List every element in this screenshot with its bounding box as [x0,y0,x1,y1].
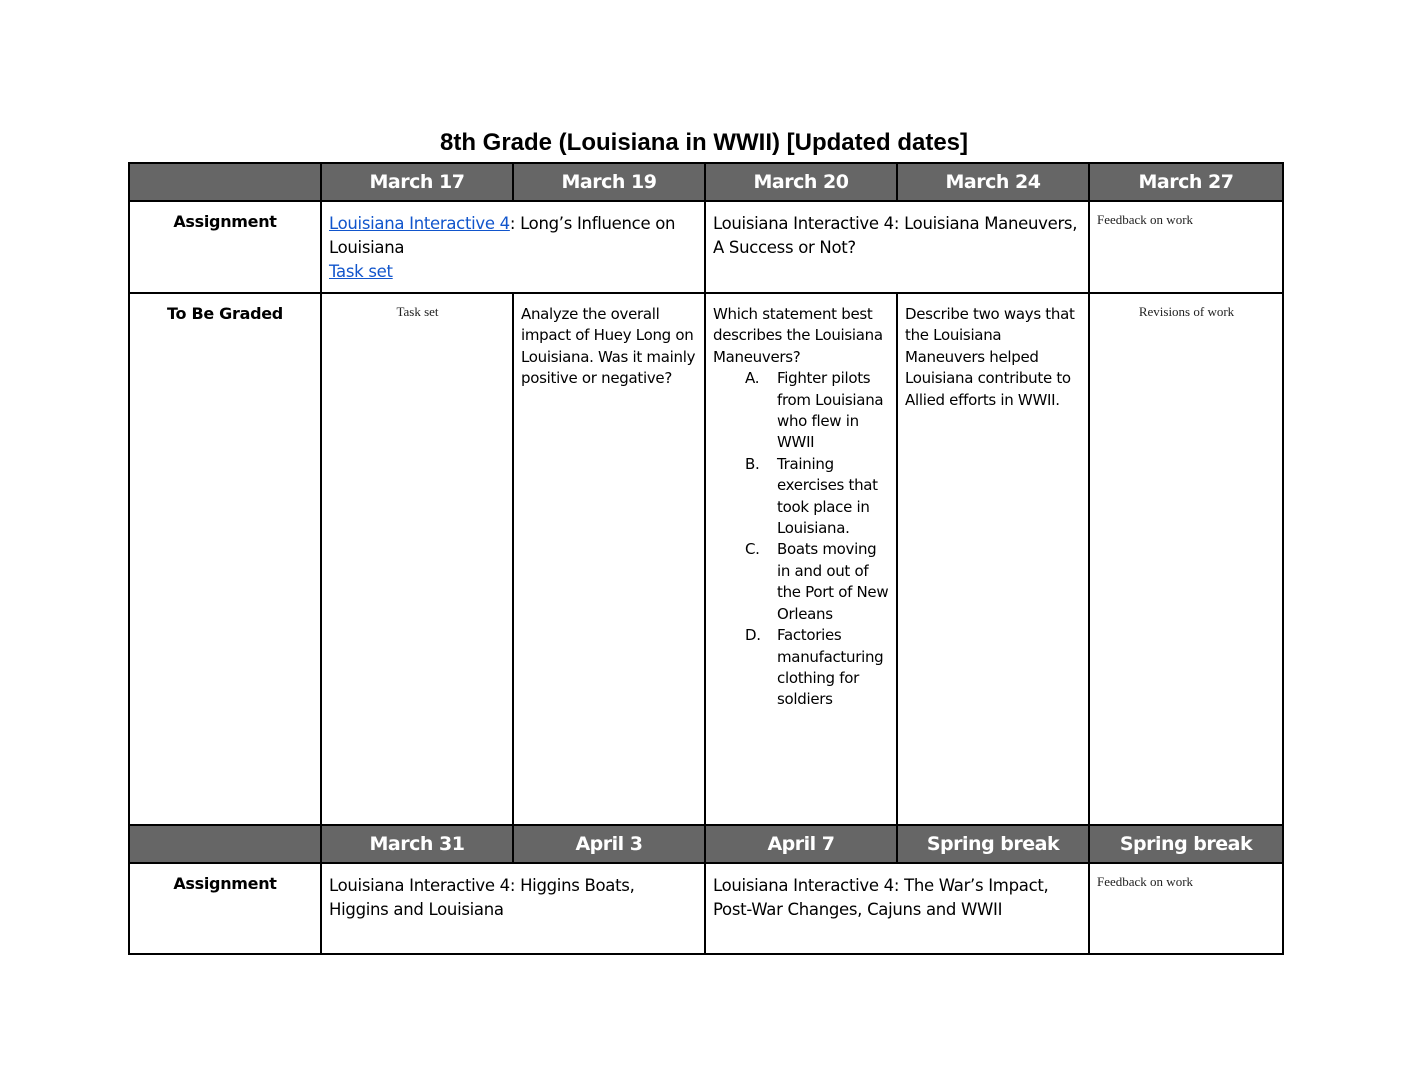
interactive-4-link[interactable]: Louisiana Interactive 4 [329,214,510,233]
header-corner-cell [129,825,321,863]
task-set-link[interactable]: Task set [329,262,393,281]
assignment-description: Louisiana Interactive 4: The War’s Impact, Post-War Changes, Cajuns and WWII [713,876,1049,919]
revisions-note: Revisions of work [1138,304,1235,319]
assignment-row [129,201,1283,293]
graded-cell [705,293,897,825]
page-title: 8th Grade (Louisiana in WWII) [Updated dates] [439,129,969,156]
assignment-row [129,863,1283,954]
choice-text: Boats moving in and out of the Port of New Orleans [777,540,889,623]
graded-cell [513,293,705,825]
assignment-cell [705,863,1089,954]
assignment-description: Louisiana Interactive 4: Higgins Boats, Higgins and Louisiana [329,876,635,919]
graded-cell [321,293,513,825]
date-header: March 20 [705,163,897,201]
date-header: March 19 [513,163,705,201]
assignment-description: : Long’s Influence on Louisiana [329,214,676,257]
date-header: March 24 [897,163,1089,201]
graded-cell [897,293,1089,825]
assignment-cell [1089,863,1283,954]
row-label-assignment: Assignment [129,863,321,954]
question-text: Which statement best describes the Louisiana Maneuvers? [713,305,883,366]
choice-text: Training exercises that took place in Louisiana. [777,454,878,538]
answer-choice [745,625,890,711]
answer-choice [745,368,890,454]
choice-letter: B. [745,454,760,473]
row-label-assignment: Assignment [129,201,321,293]
date-header: Spring break [1089,825,1283,863]
date-header: March 27 [1089,163,1283,201]
date-header: March 31 [321,825,513,863]
assignment-cell [321,201,705,293]
row-label-to-be-graded: To Be Graded [129,293,321,825]
to-be-graded-row [129,293,1283,825]
answer-choice [745,539,890,625]
choice-letter: C. [745,540,760,559]
date-header: March 17 [321,163,513,201]
choice-text: Factories manufacturing clothing for soldiers [777,626,884,709]
date-header-row [129,163,1283,201]
assignment-cell [705,201,1089,293]
choice-letter: A. [745,369,760,388]
choice-text: Fighter pilots from Louisiana who flew in WWII [777,369,884,452]
feedback-note: Feedback on work [1097,212,1194,227]
answer-choices [713,368,890,711]
assignment-cell [1089,201,1283,293]
graded-prompt: Analyze the overall impact of Huey Long on Louisiana. Was it mainly positive or negative? [521,305,696,388]
feedback-note: Feedback on work [1097,874,1194,889]
graded-prompt: Describe two ways that the Louisiana Maneuvers helped Louisiana contribute to Allied efforts in WWII. [905,305,1075,409]
assignment-description: Louisiana Interactive 4: Louisiana Maneuvers, A Success or Not? [713,214,1078,257]
header-corner-cell [129,163,321,201]
task-set-note: Task set [396,304,439,319]
choice-letter: D. [745,626,761,645]
date-header: April 3 [513,825,705,863]
date-header-row [129,825,1283,863]
schedule-table [128,162,1284,955]
assignment-cell [321,863,705,954]
graded-cell [1089,293,1283,825]
date-header: April 7 [705,825,897,863]
answer-choice [745,454,890,540]
date-header: Spring break [897,825,1089,863]
